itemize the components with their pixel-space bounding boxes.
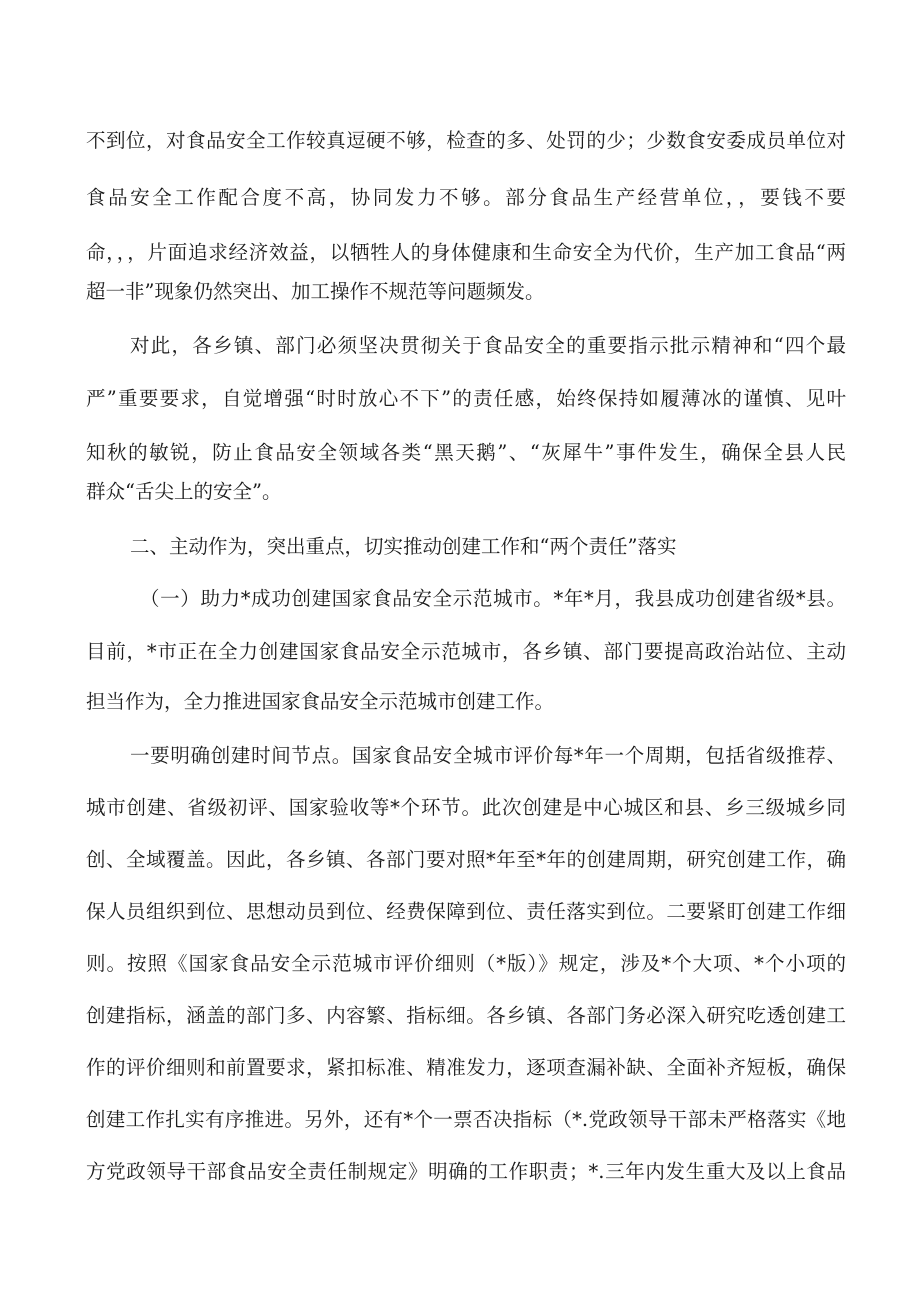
text-line: 则。按照《国家食品安全示范城市评价细则（*版）》规定，涉及*个大项、*个小项的 [86, 952, 846, 975]
text-line: 目前，*市正在全力创建国家食品安全示范城市，各乡镇、部门要提高政治站位、主动 [86, 640, 846, 663]
text-line: 创建指标，涵盖的部门多、内容繁、指标细。各乡镇、各部门务必深入研究吃透创建工 [86, 1004, 846, 1027]
text-line: 对此，各乡镇、部门必须坚决贯彻关于食品安全的重要指示批示精神和“四个最 [130, 334, 846, 357]
text-line: 创、全域覆盖。因此，各乡镇、各部门要对照*年至*年的创建周期，研究创建工作，确 [86, 848, 846, 871]
text-line: 担当作为，全力推进国家食品安全示范城市创建工作。 [86, 690, 555, 713]
text-line: 知秋的敏锐，防止食品安全领域各类“黑天鹅”、“灰犀牛”事件发生，确保全县人民 [86, 441, 846, 464]
text-line: （一）助力*成功创建国家食品安全示范城市。*年*月，我县成功创建省级*县。 [140, 587, 846, 610]
text-line: 创建工作扎实有序推进。另外，还有*个一票否决指标（*.党政领导干部未严格落实《地 [86, 1108, 846, 1131]
text-line: 命，，，片面追求经济效益，以牺牲人的身体健康和生命安全为代价，生产加工食品“两 [86, 241, 846, 264]
text-line: 方党政领导干部食品安全责任制规定》明确的工作职责；*.三年内发生重大及以上食品 [86, 1160, 846, 1183]
text-line: 保人员组织到位、思想动员到位、经费保障到位、责任落实到位。二要紧盯创建工作细 [86, 900, 846, 923]
text-line: 食品安全工作配合度不高，协同发力不够。部分食品生产经营单位，，要钱不要 [86, 186, 846, 209]
text-line: 城市创建、省级初评、国家验收等*个环节。此次创建是中心城区和县、乡三级城乡同 [86, 796, 846, 819]
text-line: 一要明确创建时间节点。国家食品安全城市评价每*年一个周期，包括省级推荐、 [130, 744, 846, 767]
text-line: 超一非”现象仍然突出、加工操作不规范等问题频发。 [86, 280, 545, 303]
text-line: 严”重要要求，自觉增强“时时放心不下”的责任感，始终保持如履薄冰的谨慎、见叶 [86, 387, 846, 410]
section-heading: 二、主动作为，突出重点，切实推动创建工作和“两个责任”落实 [130, 535, 677, 558]
text-line: 作的评价细则和前置要求，紧扣标准、精准发力，逐项查漏补缺、全面补齐短板，确保 [86, 1056, 846, 1079]
text-line: 群众“舌尖上的安全”。 [86, 480, 282, 503]
text-line: 不到位，对食品安全工作较真逗硬不够，检查的多、处罚的少；少数食安委成员单位对 [86, 129, 846, 152]
